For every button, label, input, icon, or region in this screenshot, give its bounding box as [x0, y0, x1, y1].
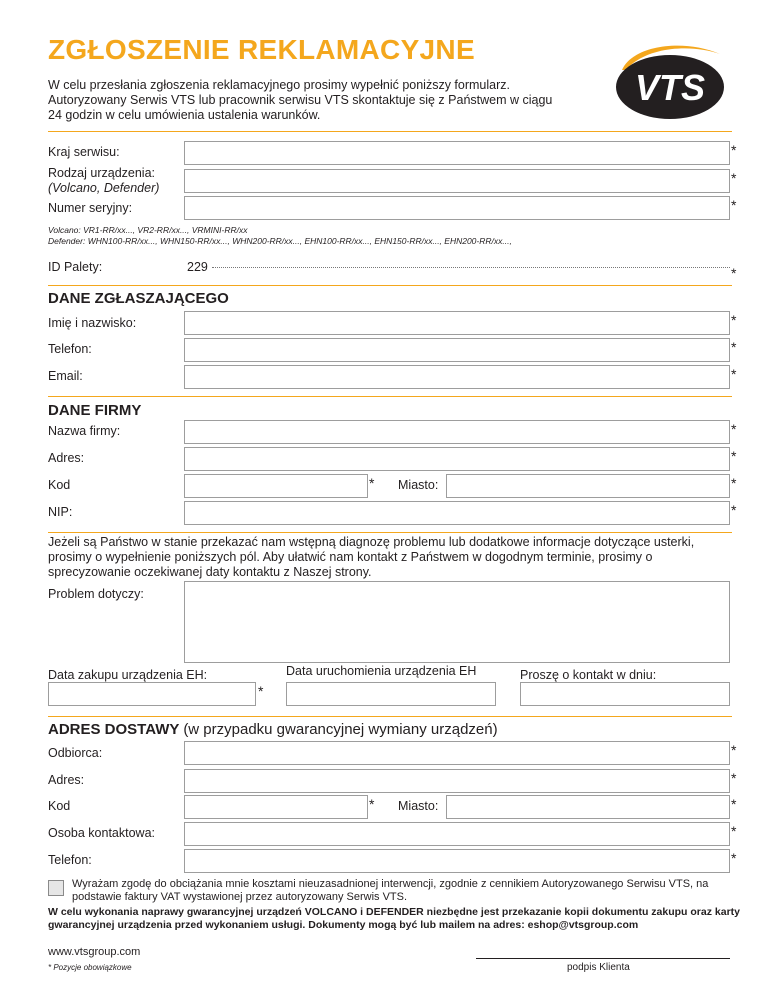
company-postcode-label: Kod [48, 478, 71, 492]
pallet-id-value[interactable]: 229 [187, 260, 208, 274]
volcano-models-note: Volcano: VR1-RR/xx..., VR2-RR/xx..., VRMINI-RR/xx [48, 225, 248, 235]
device-type-input[interactable] [184, 169, 730, 193]
delivery-postcode-input[interactable] [184, 795, 368, 819]
divider [48, 716, 732, 717]
contact-person-input[interactable] [184, 822, 730, 846]
required-mark: * [731, 475, 737, 491]
required-mark: * [731, 265, 737, 281]
reporter-heading: DANE ZGŁASZAJĄCEGO [48, 290, 229, 307]
vts-logo [612, 40, 728, 122]
intro-text: W celu przesłania zgłoszenia reklamacyjnego prosimy wypełnić poniższy formularz. Autoryzowany Serwis VTS lub pracownik serwisu VTS skontaktuje się z Państwem w ciągu 24 godzin w celu umówienia ustalenia warunków. [48, 78, 553, 122]
device-type-label: Rodzaj urządzenia: [48, 166, 156, 180]
problem-textarea[interactable] [184, 581, 730, 663]
company-name-label: Nazwa firmy: [48, 424, 121, 438]
company-address-label: Adres: [48, 451, 85, 465]
company-city-input[interactable] [446, 474, 730, 498]
pallet-id-line [212, 266, 730, 268]
purchase-date-input[interactable] [48, 682, 256, 706]
divider [48, 285, 732, 286]
start-date-input[interactable] [286, 682, 496, 706]
required-mark: * [369, 796, 375, 812]
required-mark: * [258, 683, 264, 699]
company-address-input[interactable] [184, 447, 730, 471]
delivery-heading [48, 721, 498, 738]
required-mark: * [369, 475, 375, 491]
required-mark: * [731, 850, 737, 866]
phone-input[interactable] [184, 338, 730, 362]
phone-label: Telefon: [48, 342, 92, 356]
delivery-address-input[interactable] [184, 769, 730, 793]
company-name-input[interactable] [184, 420, 730, 444]
consent-checkbox[interactable] [48, 880, 64, 896]
required-mark: * [731, 366, 737, 382]
required-mark: * [731, 796, 737, 812]
serial-number-label: Numer seryjny: [48, 201, 133, 215]
website-link[interactable]: www.vtsgroup.com [48, 946, 141, 958]
consent-text: Wyrażam zgodę do obciążania mnie kosztami nieuzasadnionej interwencji, zgodnie z cennikiem Autoryzowanego Serwisu VTS, na podstawie faktury VAT wystawionej przez autoryzowany Serwis VTS. [72, 878, 709, 903]
country-input[interactable] [184, 141, 730, 165]
required-mark: * [731, 312, 737, 328]
recipient-input[interactable] [184, 741, 730, 765]
delivery-heading-bold: ADRES DOSTAWY [48, 721, 180, 738]
vts-logo-text: VTS [634, 67, 706, 108]
required-mark: * [731, 823, 737, 839]
required-mark: * [731, 770, 737, 786]
nip-label: NIP: [48, 505, 73, 519]
signature-line[interactable] [476, 958, 730, 959]
page-title: ZGŁOSZENIE REKLAMACYJNE [48, 34, 475, 65]
delivery-phone-label: Telefon: [48, 853, 92, 867]
device-type-hint: (Volcano, Defender) [48, 181, 160, 195]
required-mark: * [731, 421, 737, 437]
contact-person-label: Osoba kontaktowa: [48, 826, 156, 840]
divider [48, 532, 732, 533]
required-note: * Pozycje obowiązkowe [48, 963, 132, 972]
required-mark: * [731, 448, 737, 464]
start-date-label: Data uruchomienia urządzenia EH [286, 664, 477, 678]
delivery-heading-note: (w przypadku gwarancyjnej wymiany urządzeń) [183, 721, 498, 738]
required-mark: * [731, 339, 737, 355]
delivery-city-input[interactable] [446, 795, 730, 819]
full-name-input[interactable] [184, 311, 730, 335]
warranty-notice: W celu wykonania naprawy gwarancyjnej urządzeń VOLCANO i DEFENDER niezbędne jest przekazanie kopii dokumentu zakupu oraz karty gwarancyjnej urządzenia przed wykonaniem usługi. Dokumenty mogą być lub mailem na adres: eshop@vtsgroup.com [48, 906, 740, 931]
required-mark: * [731, 142, 737, 158]
company-city-label: Miasto: [398, 478, 439, 492]
contact-date-input[interactable] [520, 682, 730, 706]
contact-date-label: Proszę o kontakt w dniu: [520, 668, 657, 682]
recipient-label: Odbiorca: [48, 746, 103, 760]
divider [48, 396, 732, 397]
nip-input[interactable] [184, 501, 730, 525]
email-label: Email: [48, 369, 83, 383]
divider [48, 131, 732, 132]
required-mark: * [731, 197, 737, 213]
company-heading: DANE FIRMY [48, 402, 142, 419]
delivery-phone-input[interactable] [184, 849, 730, 873]
country-label: Kraj serwisu: [48, 145, 120, 159]
required-mark: * [731, 170, 737, 186]
company-postcode-input[interactable] [184, 474, 368, 498]
purchase-date-label: Data zakupu urządzenia EH: [48, 668, 208, 682]
delivery-postcode-label: Kod [48, 799, 71, 813]
pallet-id-label: ID Palety: [48, 260, 103, 274]
signature-label: podpis Klienta [567, 962, 630, 973]
delivery-address-label: Adres: [48, 773, 85, 787]
serial-number-input[interactable] [184, 196, 730, 220]
defender-models-note: Defender: WHN100-RR/xx..., WHN150-RR/xx..., WHN200-RR/xx..., EHN100-RR/xx..., EHN150-RR/xx..., EHN200-RR/xx..., [48, 236, 512, 246]
diagnosis-intro: Jeżeli są Państwo w stanie przekazać nam wstępną diagnozę problemu lub dodatkowe informacje dotyczące usterki, prosimy o wypełnienie poniższych pól. Aby ułatwić nam kontakt z Państwem w dogodnym terminie, prosimy o sprecyzowanie oczekiwanej daty kontaktu z Naszej strony. [48, 535, 695, 579]
delivery-city-label: Miasto: [398, 799, 439, 813]
problem-label: Problem dotyczy: [48, 587, 144, 601]
required-mark: * [731, 742, 737, 758]
required-mark: * [731, 502, 737, 518]
email-input[interactable] [184, 365, 730, 389]
full-name-label: Imię i nazwisko: [48, 316, 137, 330]
